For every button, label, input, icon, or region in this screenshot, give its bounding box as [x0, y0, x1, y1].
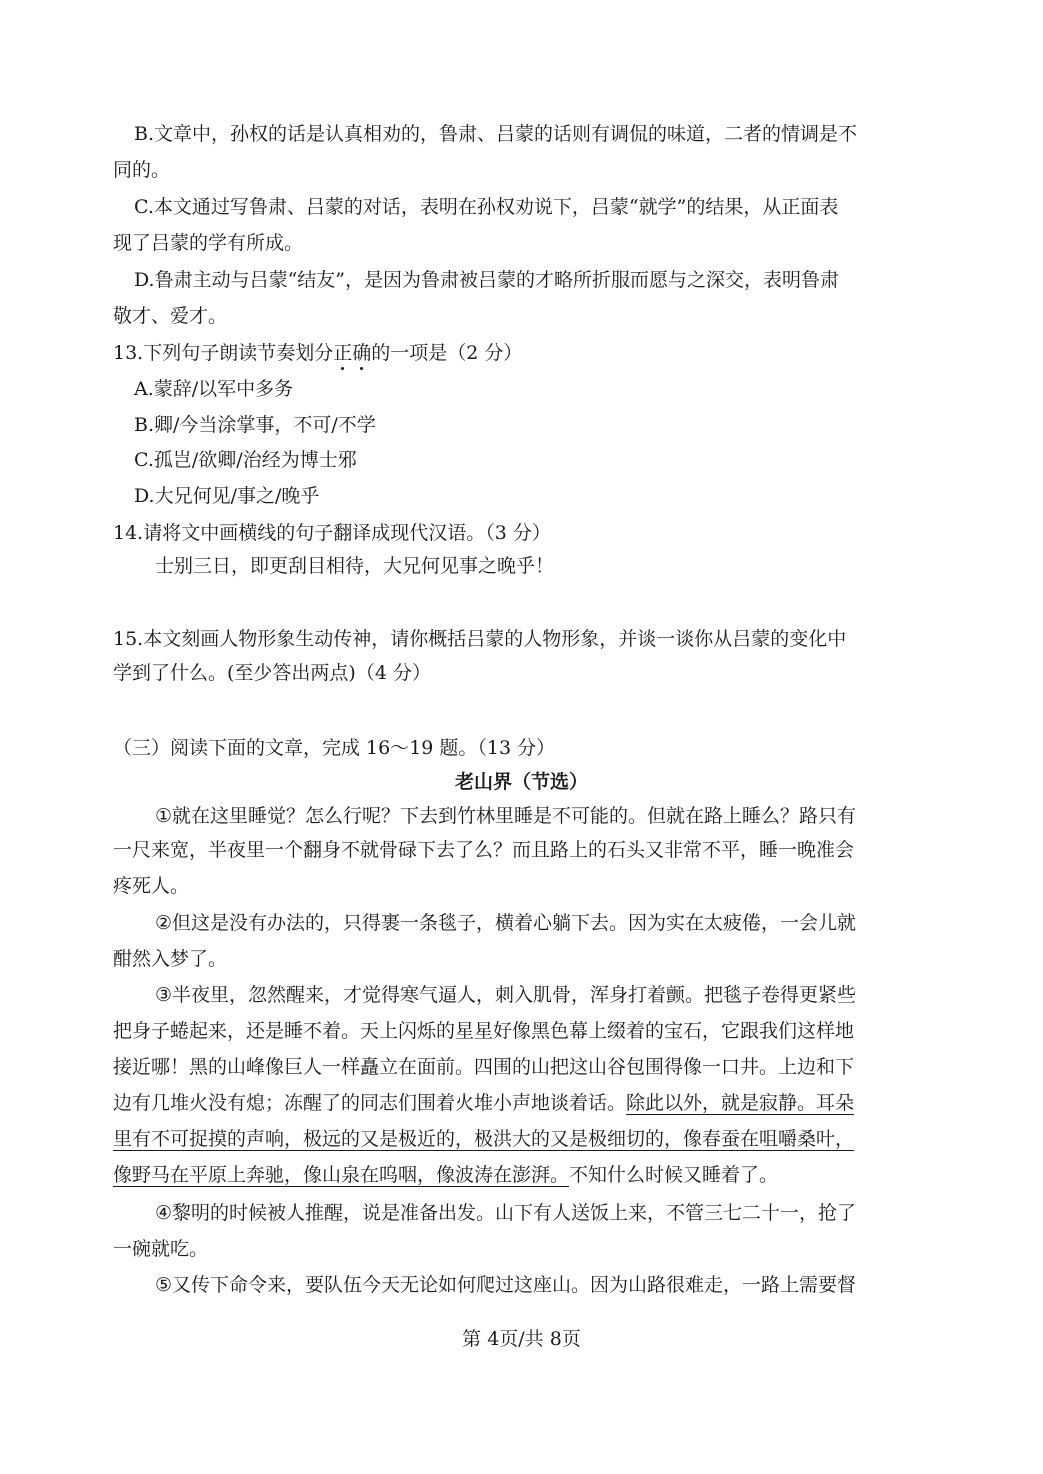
- underlined-sentence-end: 像野马在平原上奔驰，像山泉在呜咽，像波涛在澎湃。: [113, 1164, 570, 1186]
- p3-line1: ③半夜里，忽然醒来，才觉得寒气逼人，刺入肌骨，浑身打着颤。把毯子卷得更紧些: [155, 984, 857, 1006]
- q13-emphasis-char-1: 正: [333, 342, 353, 364]
- p3-line6: [113, 1162, 778, 1188]
- q14-stem: 14.请将文中画横线的句子翻译成现代汉语。（3 分）: [113, 522, 551, 544]
- p4-line2: 一碗就吃。: [113, 1238, 209, 1260]
- q12-option-b-line1: B.文章中，孙权的话是认真相劝的，鲁肃、吕蒙的话则有调侃的味道，二者的情调是不: [134, 123, 858, 145]
- q13-stem: [113, 340, 522, 366]
- p2-line2: 酣然入梦了。: [113, 948, 228, 970]
- q12-option-c-line2: 现了吕蒙的学有所成。: [113, 232, 304, 254]
- underlined-sentence-middle: 里有不可捉摸的声响，极远的又是极近的，极洪大的又是极细切的，像春蚕在咀嚼桑叶，: [113, 1128, 855, 1150]
- q13-emphasis-char-2: 确: [352, 342, 372, 364]
- p1-line3: 疼死人。: [113, 875, 190, 897]
- q12-option-d-line1: D.鲁肃主动与吕蒙“结友”，是因为鲁肃被吕蒙的才略所折服而愿与之深交，表明鲁肃: [134, 269, 840, 291]
- p5-line1: ⑤又传下命令来，要队伍今天无论如何爬过这座山。因为山路很难走，一路上需要督: [155, 1274, 857, 1296]
- p2-line1: ②但这是没有办法的，只得裹一条毯子，横着心躺下去。因为实在太疲倦，一会儿就: [155, 912, 857, 934]
- p3-line4-plain: 边有几堆火没有熄；冻醒了的同志们围着火堆小声地谈着话。: [113, 1092, 627, 1114]
- q14-sentence: 士别三日，即更刮目相待，大兄何见事之晚乎！: [155, 555, 555, 577]
- q13-option-b: B.卿/今当涂掌事，不可/不学: [134, 414, 376, 436]
- q12-option-c-line1: C.本文通过写鲁肃、吕蒙的对话，表明在孙权劝说下，吕蒙“就学”的结果，从正面表: [134, 196, 839, 218]
- section3-intro: （三）阅读下面的文章，完成 16～19 题。（13 分）: [113, 737, 556, 759]
- p3-line4: [113, 1090, 854, 1116]
- q12-option-d-line2: 敬才、爱才。: [113, 305, 228, 327]
- q13-stem-pre: 13.下列句子朗读节奏划分: [113, 342, 334, 364]
- q13-option-c: C.孤岂/欲卿/治经为博士邪: [134, 449, 357, 471]
- p3-line3: 接近哪！黑的山峰像巨人一样矗立在面前。四围的山把这山谷包围得像一口井。上边和下: [113, 1056, 855, 1078]
- q12-option-b-line2: 同的。: [113, 159, 171, 181]
- p3-line6-plain: 不知什么时候又睡着了。: [569, 1164, 779, 1186]
- page-footer: 第 4页/共 8页: [462, 1328, 581, 1350]
- q13-option-a: A.蒙辞/以军中多务: [134, 378, 294, 400]
- p1-line2: 一尺来宽，半夜里一个翻身不就骨碌下去了么？而且路上的石头又非常不平，睡一晚准会: [113, 839, 855, 861]
- q15-stem-line1: 15.本文刻画人物形象生动传神，请你概括吕蒙的人物形象，并谈一谈你从吕蒙的变化中: [113, 628, 847, 650]
- p3-line2: 把身子蜷起来，还是睡不着。天上闪烁的星星好像黑色幕上缀着的宝石，它跟我们这样地: [113, 1020, 855, 1042]
- q13-option-d: D.大兄何见/事之/晚乎: [134, 485, 320, 507]
- underlined-sentence-start: 除此以外，就是寂静。耳朵: [626, 1092, 855, 1114]
- p1-line1: ①就在这里睡觉？怎么行呢？下去到竹林里睡是不可能的。但就在路上睡么？路只有: [155, 805, 857, 827]
- q15-stem-line2: 学到了什么。(至少答出两点)（4 分）: [113, 662, 431, 684]
- q13-stem-post: 的一项是（2 分）: [371, 342, 523, 364]
- passage-title: 老山界（节选）: [454, 771, 588, 793]
- p4-line1: ④黎明的时候被人推醒，说是准备出发。山下有人送饭上来，不管三七二十一，抢了: [155, 1202, 857, 1224]
- p3-line5: [113, 1126, 854, 1152]
